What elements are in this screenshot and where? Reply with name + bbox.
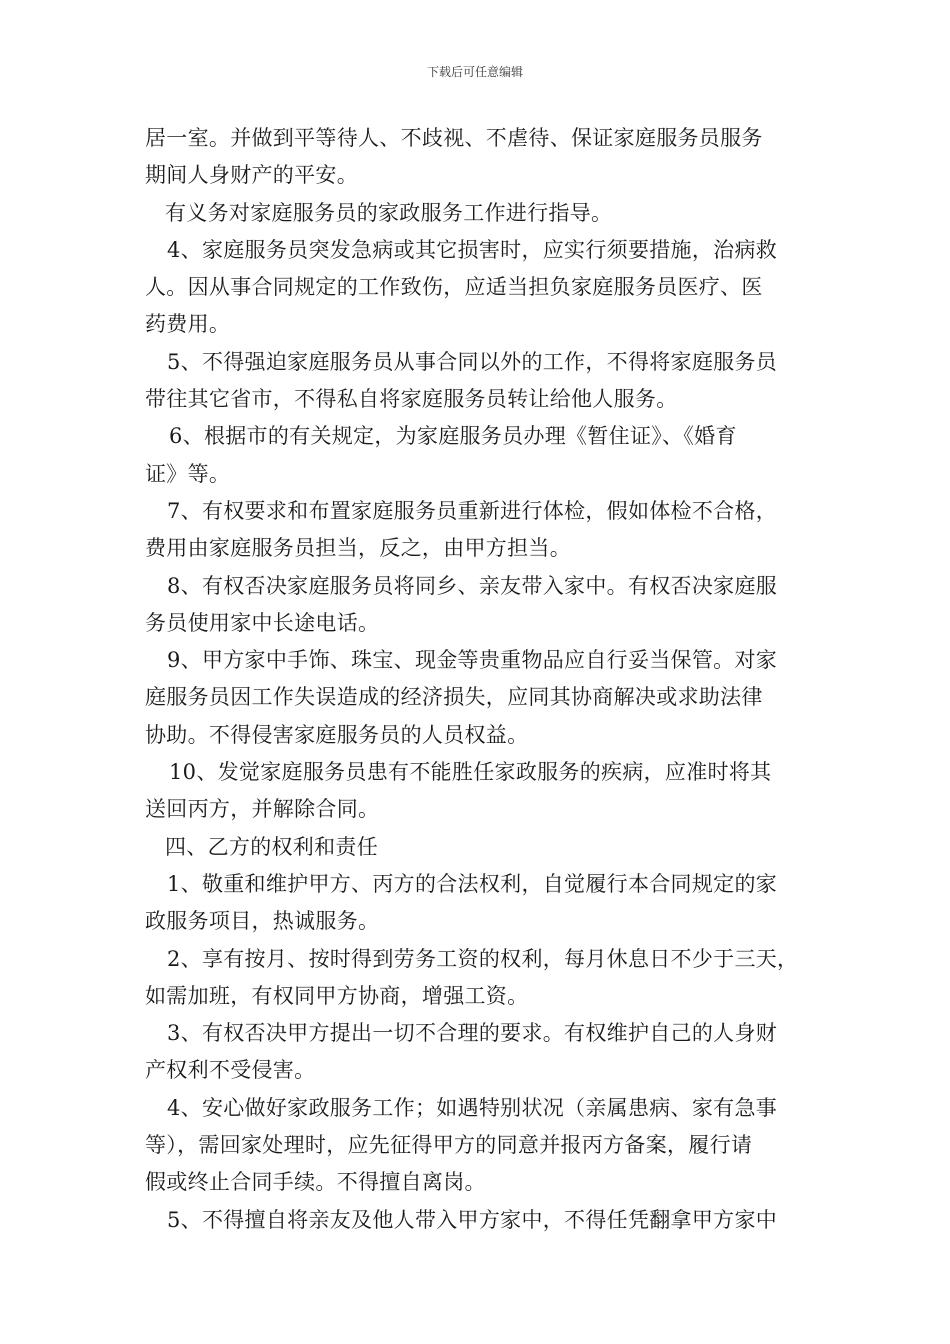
text-line: 10、发觉家庭服务员患有不能胜任家政服务的疾病，应准时将其 <box>169 760 772 785</box>
text-line: 5、不得强迫家庭服务员从事合同以外的工作，不得将家庭服务员 <box>167 349 778 374</box>
text-line: 期间人身财产的平安。 <box>145 163 358 188</box>
text-line: 产权利不受侵害。 <box>145 1058 316 1083</box>
text-line: 人。因从事合同规定的工作致伤，应适当担负家庭服务员医疗、医 <box>145 275 763 300</box>
text-line: 送回丙方，并解除合同。 <box>145 797 380 822</box>
text-line: 2、享有按月、按时得到劳务工资的权利，每月休息日不少于三天， <box>167 946 799 971</box>
text-line: 证》等。 <box>145 461 231 486</box>
text-line: 带往其它省市，不得私自将家庭服务员转让给他人服务。 <box>145 387 678 412</box>
text-line: 如需加班，有权同甲方协商，增强工资。 <box>145 983 529 1008</box>
text-line: 费用由家庭服务员担当，反之，由甲方担当。 <box>145 536 571 561</box>
text-line: 7、有权要求和布置家庭服务员重新进行体检，假如体检不合格， <box>167 498 778 523</box>
text-line: 居一室。并做到平等待人、不歧视、不虐待、保证家庭服务员服务 <box>145 126 763 150</box>
text-line: 政服务项目，热诚服务。 <box>145 909 380 934</box>
section-heading: 四、乙方的权利和责任 <box>165 834 378 859</box>
text-line: 5、不得擅自将亲友及他人带入甲方家中，不得任凭翻拿甲方家中 <box>167 1207 778 1232</box>
text-line: 4、家庭服务员突发急病或其它损害时，应实行须要措施，治病救 <box>167 237 778 262</box>
text-line: 药费用。 <box>145 312 231 337</box>
text-line: 3、有权否决甲方提出一切不合理的要求。有权维护自己的人身财 <box>167 1021 778 1046</box>
page-header: 下载后可任意编辑 <box>426 65 523 79</box>
text-line: 务员使用家中长途电话。 <box>145 610 380 635</box>
text-line: 假或终止合同手续。不得擅自离岗。 <box>145 1170 486 1195</box>
text-line: 4、安心做好家政服务工作；如遇特别状况（亲属患病、家有急事 <box>167 1095 778 1120</box>
text-line: 6、根据市的有关规定，为家庭服务员办理《暂住证》、《婚育 <box>169 424 737 449</box>
text-line: 协助。不得侵害家庭服务员的人员权益。 <box>145 722 529 747</box>
document-body <box>145 120 825 1239</box>
text-line: 1、敬重和维护甲方、丙方的合法权利，自觉履行本合同规定的家 <box>167 871 778 896</box>
text-line: 庭服务员因工作失误造成的经济损失，应同其协商解决或求助法律 <box>145 685 763 710</box>
text-line: 8、有权否决家庭服务员将同乡、亲友带入家中。有权否决家庭服 <box>167 573 778 598</box>
text-line: 有义务对家庭服务员的家政服务工作进行指导。 <box>165 200 613 225</box>
text-line: 9、甲方家中手饰、珠宝、现金等贵重物品应自行妥当保管。对家 <box>167 648 778 673</box>
text-line: 等），需回家处理时，应先征得甲方的同意并报丙方备案，履行请 <box>145 1133 753 1158</box>
